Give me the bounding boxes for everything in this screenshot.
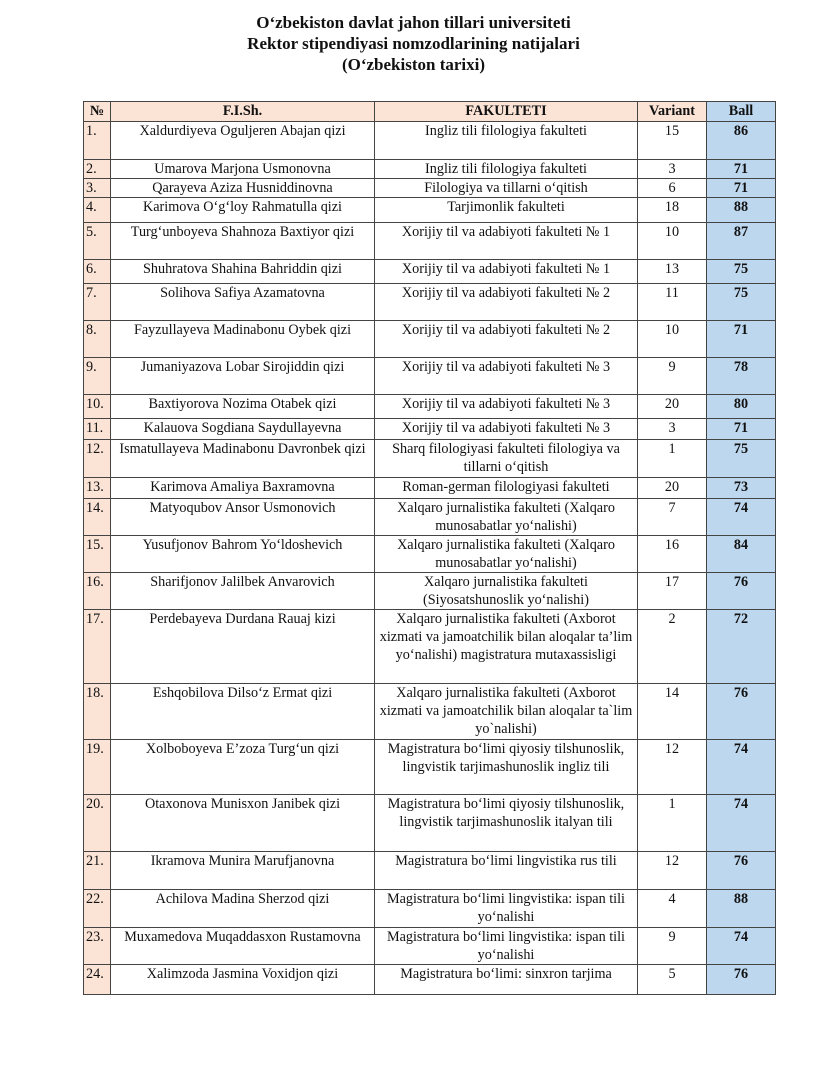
table-row [84,358,776,395]
row-number: 6. [84,260,111,284]
row-number: 8. [84,321,111,358]
row-number: 12. [84,440,111,478]
row-faculty: Xalqaro jurnalistika fakulteti (Xalqaro munosabatlar yo‘nalishi) [375,499,638,536]
row-faculty: Xorijiy til va adabiyoti fakulteti № 3 [375,395,638,419]
row-name: Matyoqubov Ansor Usmonovich [111,499,375,536]
row-name: Solihova Safiya Azamatovna [111,284,375,321]
row-name: Perdebayeva Durdana Rauaj kizi [111,610,375,684]
row-name: Turg‘unboyeva Shahnoza Baxtiyor qizi [111,223,375,260]
row-number: 20. [84,795,111,852]
table-row [84,573,776,610]
row-name: Qarayeva Aziza Husniddinovna [111,179,375,198]
row-number: 7. [84,284,111,321]
row-variant: 3 [638,160,707,179]
row-name: Otaxonova Munisxon Janibek qizi [111,795,375,852]
row-number: 17. [84,610,111,684]
row-name: Kalauova Sogdiana Saydullayevna [111,419,375,440]
column-header-ball: Ball [707,102,776,122]
row-variant: 3 [638,419,707,440]
table-row [84,536,776,573]
row-name: Xolboboyeva E’zoza Turg‘un qizi [111,740,375,795]
row-faculty: Xalqaro jurnalistika fakulteti (Axborot xizmati va jamoatchilik bilan aloqalar ta`lim yo`nalishi) [375,684,638,740]
row-ball: 75 [707,440,776,478]
table-row [84,890,776,928]
row-number: 22. [84,890,111,928]
row-number: 14. [84,499,111,536]
row-ball: 75 [707,260,776,284]
row-ball: 88 [707,890,776,928]
row-name: Yusufjonov Bahrom Yo‘ldoshevich [111,536,375,573]
row-number: 1. [84,122,111,160]
row-number: 21. [84,852,111,890]
row-variant: 16 [638,536,707,573]
row-variant: 13 [638,260,707,284]
row-ball: 80 [707,395,776,419]
row-faculty: Xorijiy til va adabiyoti fakulteti № 1 [375,260,638,284]
row-ball: 71 [707,179,776,198]
row-variant: 1 [638,795,707,852]
row-number: 3. [84,179,111,198]
row-variant: 20 [638,395,707,419]
row-number: 13. [84,478,111,499]
row-faculty: Filologiya va tillarni o‘qitish [375,179,638,198]
row-faculty: Xorijiy til va adabiyoti fakulteti № 3 [375,419,638,440]
column-header-variant: Variant [638,102,707,122]
row-name: Xaldurdiyeva Oguljeren Abajan qizi [111,122,375,160]
table-row [84,965,776,995]
row-number: 9. [84,358,111,395]
row-faculty: Sharq filologiyasi fakulteti filologiya va tillarni o‘qitish [375,440,638,478]
results-table [83,101,776,995]
row-name: Jumaniyazova Lobar Sirojiddin qizi [111,358,375,395]
table-row [84,321,776,358]
row-ball: 73 [707,478,776,499]
row-number: 4. [84,198,111,223]
row-variant: 1 [638,440,707,478]
row-faculty: Roman-german filologiyasi fakulteti [375,478,638,499]
row-variant: 18 [638,198,707,223]
row-variant: 4 [638,890,707,928]
row-variant: 15 [638,122,707,160]
row-ball: 78 [707,358,776,395]
row-name: Ismatullayeva Madinabonu Davronbek qizi [111,440,375,478]
row-faculty: Xorijiy til va adabiyoti fakulteti № 2 [375,321,638,358]
column-header-name: F.I.Sh. [111,102,375,122]
table-row [84,284,776,321]
row-faculty: Magistratura bo‘limi lingvistika rus tili [375,852,638,890]
row-faculty: Xalqaro jurnalistika fakulteti (Siyosatshunoslik yo‘nalishi) [375,573,638,610]
row-name: Fayzullayeva Madinabonu Oybek qizi [111,321,375,358]
row-variant: 17 [638,573,707,610]
row-ball: 74 [707,795,776,852]
table-row [84,160,776,179]
row-number: 11. [84,419,111,440]
row-name: Xalimzoda Jasmina Voxidjon qizi [111,965,375,995]
row-ball: 88 [707,198,776,223]
row-variant: 6 [638,179,707,198]
table-row [84,478,776,499]
row-ball: 75 [707,284,776,321]
row-variant: 7 [638,499,707,536]
row-number: 18. [84,684,111,740]
row-faculty: Xorijiy til va adabiyoti fakulteti № 2 [375,284,638,321]
table-row [84,852,776,890]
row-variant: 20 [638,478,707,499]
row-ball: 76 [707,684,776,740]
row-number: 10. [84,395,111,419]
table-row [84,122,776,160]
column-header-number: № [84,102,111,122]
row-faculty: Xalqaro jurnalistika fakulteti (Axborot xizmati va jamoatchilik bilan aloqalar ta’lim yo‘nalishi) magistratura mutaxassisligi [375,610,638,684]
row-faculty: Magistratura bo‘limi qiyosiy tilshunoslik, lingvistik tarjimashunoslik italyan tili [375,795,638,852]
row-name: Eshqobilova Dilso‘z Ermat qizi [111,684,375,740]
row-variant: 12 [638,740,707,795]
row-name: Shuhratova Shahina Bahriddin qizi [111,260,375,284]
row-ball: 74 [707,740,776,795]
row-variant: 9 [638,928,707,965]
table-row [84,499,776,536]
row-name: Muxamedova Muqaddasxon Rustamovna [111,928,375,965]
table-row [84,260,776,284]
row-ball: 71 [707,160,776,179]
table-row [84,179,776,198]
column-header-faculty: FAKULTETI [375,102,638,122]
university-title: O‘zbekiston davlat jahon tillari universiteti [256,13,571,32]
table-row [84,395,776,419]
row-ball: 87 [707,223,776,260]
row-number: 16. [84,573,111,610]
subject-title: (O‘zbekiston tarixi) [341,55,486,74]
row-number: 5. [84,223,111,260]
row-faculty: Xorijiy til va adabiyoti fakulteti № 3 [375,358,638,395]
row-ball: 76 [707,852,776,890]
table-row [84,198,776,223]
table-row [84,223,776,260]
row-faculty: Ingliz tili filologiya fakulteti [375,122,638,160]
row-ball: 71 [707,321,776,358]
row-variant: 12 [638,852,707,890]
document-title: Rektor stipendiyasi nomzodlarining natijalari [247,34,580,53]
row-faculty: Magistratura bo‘limi lingvistika: ispan tili yo‘nalishi [375,928,638,965]
row-name: Karimova Amaliya Baxramovna [111,478,375,499]
row-ball: 71 [707,419,776,440]
row-number: 2. [84,160,111,179]
row-ball: 86 [707,122,776,160]
table-row [84,610,776,684]
row-variant: 5 [638,965,707,995]
row-number: 23. [84,928,111,965]
row-ball: 74 [707,928,776,965]
row-variant: 2 [638,610,707,684]
row-variant: 10 [638,321,707,358]
row-faculty: Xalqaro jurnalistika fakulteti (Xalqaro munosabatlar yo‘nalishi) [375,536,638,573]
row-number: 19. [84,740,111,795]
row-number: 15. [84,536,111,573]
row-faculty: Magistratura bo‘limi: sinxron tarjima [375,965,638,995]
row-name: Sharifjonov Jalilbek Anvarovich [111,573,375,610]
row-faculty: Ingliz tili filologiya fakulteti [375,160,638,179]
row-variant: 9 [638,358,707,395]
row-name: Karimova O‘g‘loy Rahmatulla qizi [111,198,375,223]
row-ball: 72 [707,610,776,684]
row-variant: 10 [638,223,707,260]
row-number: 24. [84,965,111,995]
table-header-row [84,102,776,122]
row-name: Baxtiyorova Nozima Otabek qizi [111,395,375,419]
row-faculty: Magistratura bo‘limi qiyosiy tilshunoslik, lingvistik tarjimashunoslik ingliz tili [375,740,638,795]
row-ball: 76 [707,965,776,995]
table-row [84,440,776,478]
row-ball: 84 [707,536,776,573]
table-row [84,928,776,965]
row-name: Umarova Marjona Usmonovna [111,160,375,179]
table-row [84,740,776,795]
table-row [84,795,776,852]
row-faculty: Xorijiy til va adabiyoti fakulteti № 1 [375,223,638,260]
table-row [84,684,776,740]
row-variant: 14 [638,684,707,740]
row-name: Ikramova Munira Marufjanovna [111,852,375,890]
row-name: Achilova Madina Sherzod qizi [111,890,375,928]
row-ball: 76 [707,573,776,610]
row-faculty: Magistratura bo‘limi lingvistika: ispan tili yo‘nalishi [375,890,638,928]
document-header [0,12,827,75]
row-faculty: Tarjimonlik fakulteti [375,198,638,223]
row-ball: 74 [707,499,776,536]
row-variant: 11 [638,284,707,321]
table-row [84,419,776,440]
